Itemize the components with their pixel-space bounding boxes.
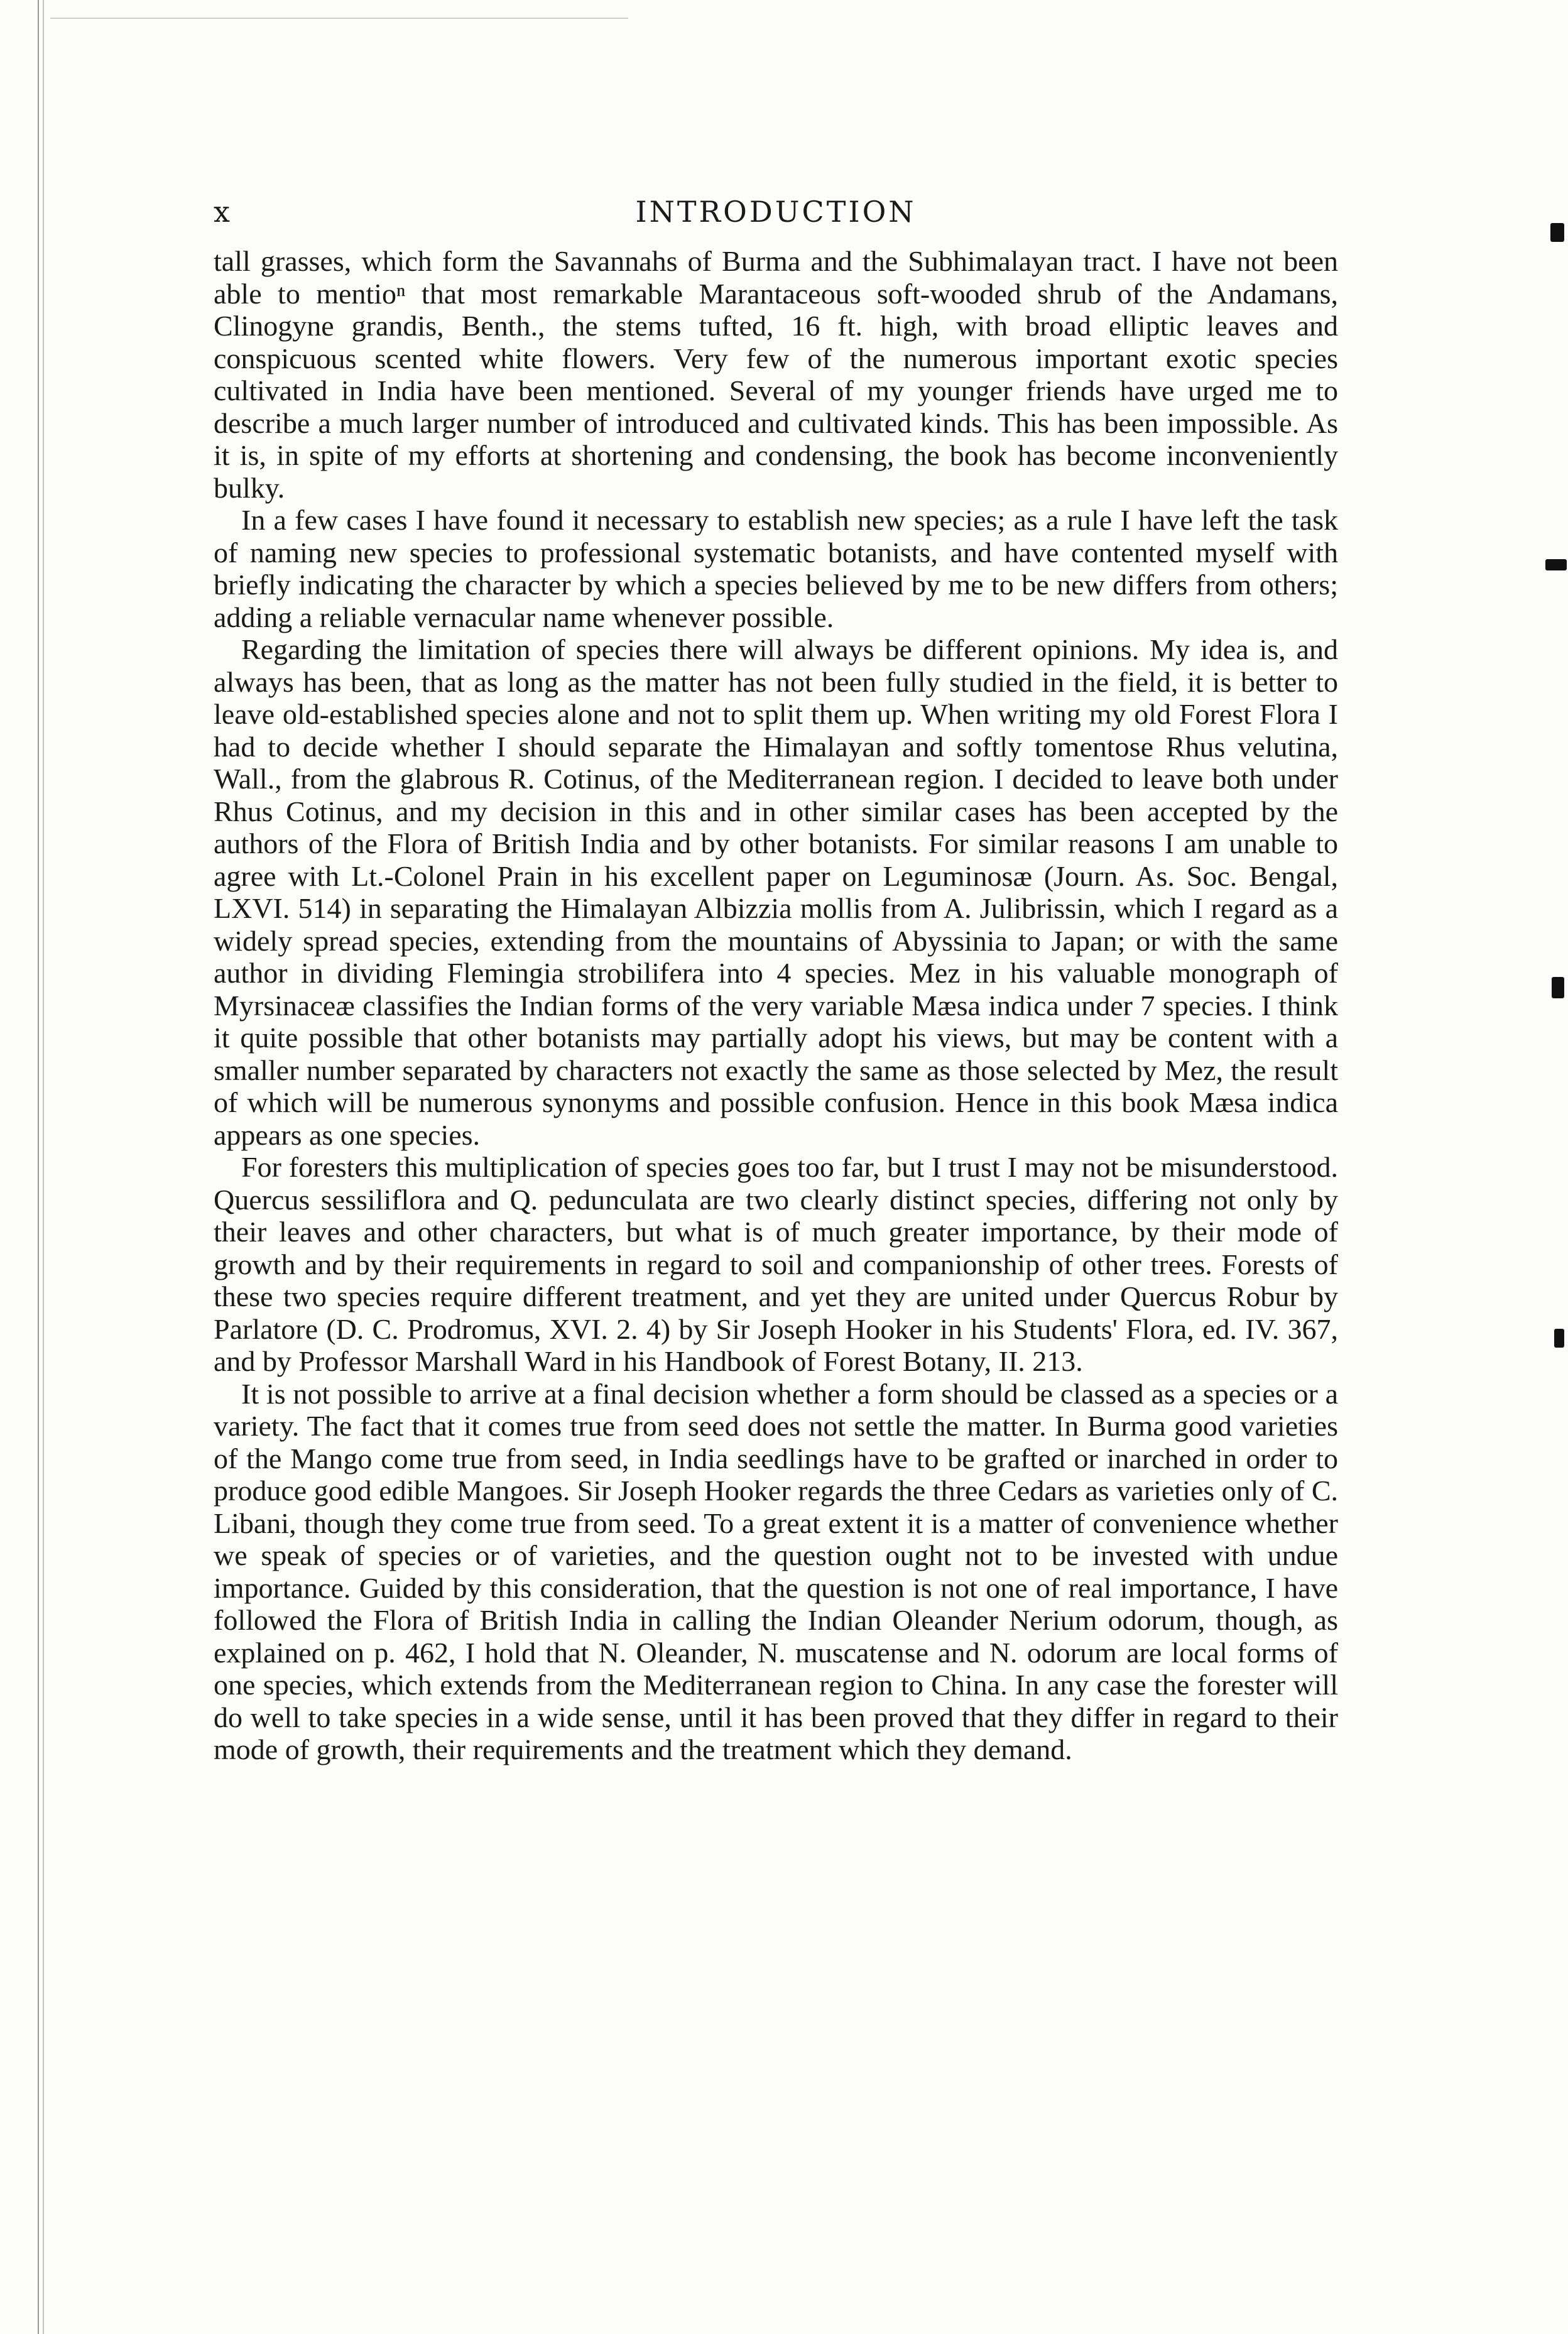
paragraph-new-species: In a few cases I have found it necessary to establish new species; as a rule I have left the task of naming new species to professional systematic botanists, and have contented myself with briefly indicating the character by which a species believed by me to be new differs from others; adding a reliable vernacular name whenever possible. [214,504,1338,633]
scan-edge-mark [1545,559,1567,570]
page-binding-edge [38,0,44,2334]
paragraph-species-or-variety: It is not possible to arrive at a final decision whether a form should be classed as a species or a variety. The fact that it comes true from seed does not settle the matter. In Burma good varieties of the Mango come true from seed, in India seedlings have to be grafted or inarched in order to produce good edible Mangoes. Sir Joseph Hooker regards the three Cedars as varieties only of C. Libani, though they come true from seed. To a great extent it is a matter of convenience whether we speak of species or of varieties, and the question ought not to be invested with undue importance. Guided by this consideration, that the question is not one of real importance, I have followed the Flora of British India in calling the Indian Oleander Nerium odorum, though, as explained on p. 462, I hold that N. Oleander, N. muscatense and N. odorum are local forms of one species, which extends from the Mediterranean region to China. In any case the forester will do well to take species in a wide sense, until it has been proved that they differ in regard to their mode of growth, their requirements and the treatment which they demand. [214,1377,1338,1765]
scan-edge-mark [1554,1329,1564,1348]
paragraph-foresters: For foresters this multiplication of species goes too far, but I trust I may not be misunderstood. Quercus sessiliflora and Q. pedunculata are two clearly distinct species, differing not only by their leaves and other characters, but what is of much greater importance, by their mode of growth and by their requirements in regard to soil and companionship of other trees. Forests of these two species require different treatment, and yet they are united under Quercus Robur by Parlatore (D. C. Prodromus, XVI. 2. 4) by Sir Joseph Hooker in his Students' Flora, ed. IV. 367, and by Professor Marshall Ward in his Handbook of Forest Botany, II. 213. [214,1151,1338,1377]
scan-edge-mark [1552,977,1564,998]
page-header [214,195,1338,245]
running-head: INTRODUCTION [635,195,917,229]
page-number: x [214,195,231,229]
body-text [214,245,1338,1766]
book-page [214,195,1338,1766]
paragraph-continuation: tall grasses, which form the Savannahs of Burma and the Subhimalayan tract. I have not been able to mentioⁿ that most remarkable Marantaceous soft-wooded shrub of the Andamans, Clinogyne grandis, Benth., the stems tufted, 16 ft. high, with broad elliptic leaves and conspicuous scented white flowers. Very few of the numerous important exotic species cultivated in India have been mentioned. Several of my younger friends have urged me to describe a much larger number of introduced and cultivated kinds. This has been impossible. As it is, in spite of my efforts at shortening and condensing, the book has become inconveniently bulky. [214,245,1338,504]
scan-edge-mark [1550,223,1564,242]
paragraph-limitation-of-species: Regarding the limitation of species there will always be different opinions. My idea is, and always has been, that as long as the matter has not been fully studied in the field, it is better to leave old-established species alone and not to split them up. When writing my old Forest Flora I had to decide whether I should separate the Himalayan and softly tomentose Rhus velutina, Wall., from the glabrous R. Cotinus, of the Mediterranean region. I decided to leave both under Rhus Cotinus, and my decision in this and in other similar cases has been accepted by the authors of the Flora of British India and by other botanists. For similar reasons I am unable to agree with Lt.-Colonel Prain in his excellent paper on Leguminosæ (Journ. As. Soc. Bengal, LXVI. 514) in separating the Himalayan Albizzia mollis from A. Julibrissin, which I regard as a widely spread species, extending from the mountains of Abyssinia to Japan; or with the same author in dividing Flemingia strobilifera into 4 species. Mez in his valuable monograph of Myrsinaceæ classifies the Indian forms of the very variable Mæsa indica under 7 species. I think it quite possible that other botanists may partially adopt his views, but may be content with a smaller number separated by characters not exactly the same as those selected by Mez, the result of which will be numerous synonyms and possible confusion. Hence in this book Mæsa indica appears as one species. [214,633,1338,1151]
scan-top-rule [50,18,628,19]
